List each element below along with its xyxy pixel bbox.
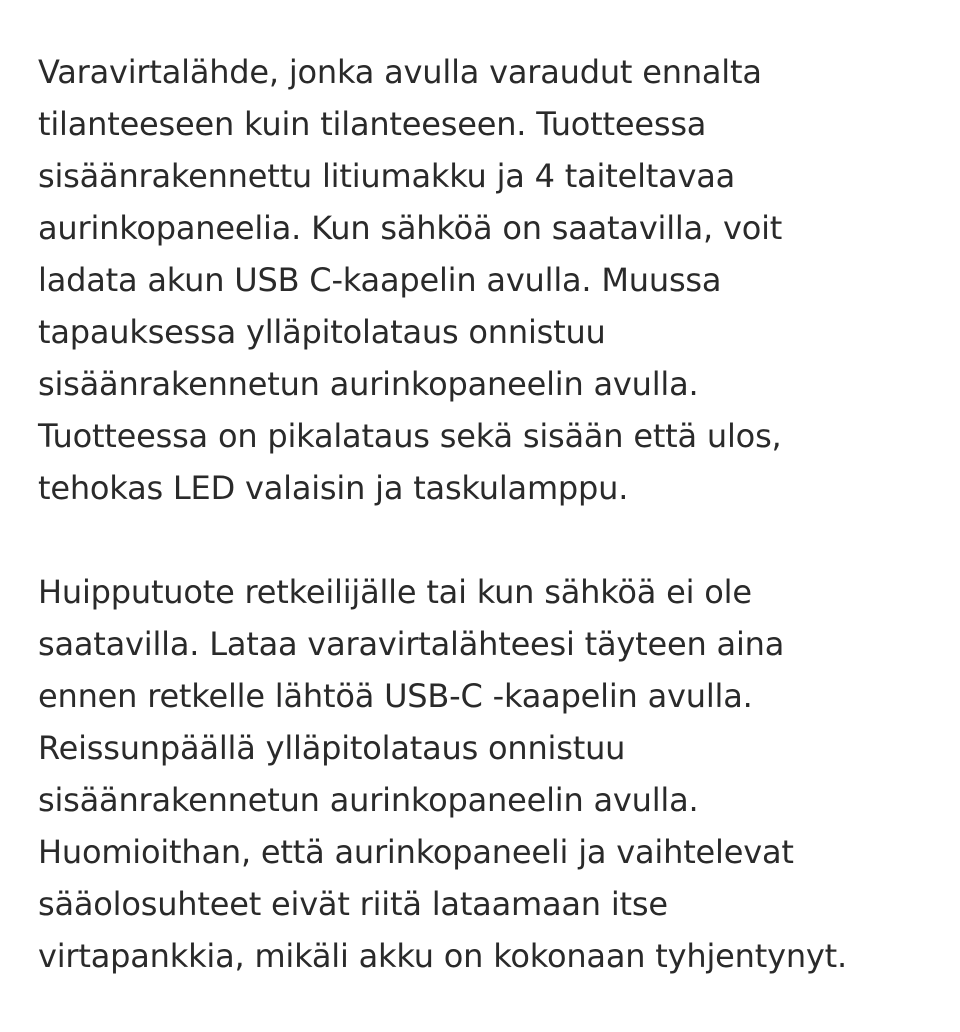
product-description bbox=[38, 46, 938, 982]
text-line: sääolosuhteet eivät riitä lataamaan itse bbox=[38, 885, 668, 923]
text-line: sisäänrakennetun aurinkopaneelin avulla. bbox=[38, 365, 699, 403]
text-line: saatavilla. Lataa varavirtalähteesi täyteen aina bbox=[38, 625, 785, 663]
text-line: Reissunpäällä ylläpitolataus onnistuu bbox=[38, 729, 626, 767]
text-line: tapauksessa ylläpitolataus onnistuu bbox=[38, 313, 606, 351]
text-line: tehokas LED valaisin ja taskulamppu. bbox=[38, 469, 629, 507]
text-line: sisäänrakennetun aurinkopaneelin avulla. bbox=[38, 781, 699, 819]
text-line: Huomioithan, että aurinkopaneeli ja vaihtelevat bbox=[38, 833, 794, 871]
text-line: Tuotteessa on pikalataus sekä sisään että ulos, bbox=[38, 417, 782, 455]
text-line: ladata akun USB C-kaapelin avulla. Muussa bbox=[38, 261, 722, 299]
text-line: sisäänrakennettu litiumakku ja 4 taiteltavaa bbox=[38, 157, 736, 195]
text-line: virtapankkia, mikäli akku on kokonaan tyhjentynyt. bbox=[38, 937, 847, 975]
text-line: Huipputuote retkeilijälle tai kun sähköä ei ole bbox=[38, 573, 752, 611]
description-paragraph-1 bbox=[38, 46, 938, 514]
text-line: ennen retkelle lähtöä USB-C -kaapelin avulla. bbox=[38, 677, 753, 715]
text-line: Varavirtalähde, jonka avulla varaudut ennalta bbox=[38, 53, 762, 91]
text-line: aurinkopaneelia. Kun sähköä on saatavilla, voit bbox=[38, 209, 783, 247]
text-line: tilanteeseen kuin tilanteeseen. Tuotteessa bbox=[38, 105, 707, 143]
description-paragraph-2 bbox=[38, 566, 938, 982]
